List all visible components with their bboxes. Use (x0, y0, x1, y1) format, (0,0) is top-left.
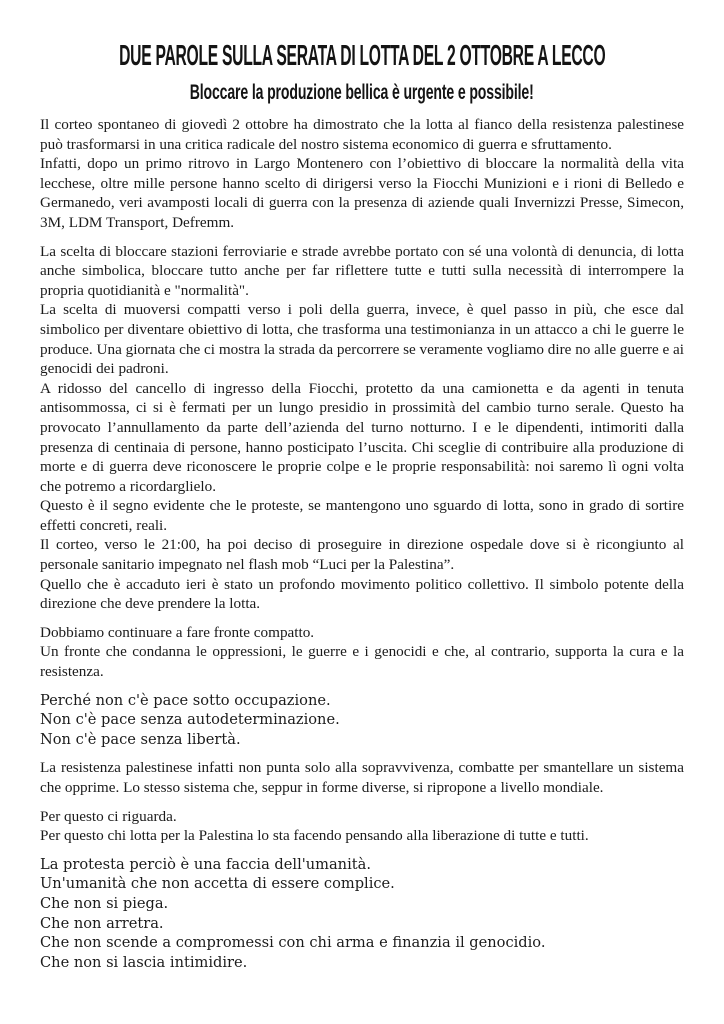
paragraph: Per questo chi lotta per la Palestina lo sta facendo pensando alla liberazione di tutte e tutti. (40, 827, 589, 845)
paragraph: Per questo ci riguarda. (40, 807, 177, 825)
page-subtitle (40, 81, 684, 105)
paragraph: Dobbiamo continuare a fare fronte compatto. (40, 623, 315, 641)
page-subtitle-text: Bloccare la produzione bellica è urgente e possibile! (190, 81, 534, 104)
paragraph-group-umanita (40, 855, 684, 973)
paragraph: Che non si piega. (40, 894, 169, 912)
paragraph: Un'umanità che non accetta di essere complice. (40, 875, 395, 893)
paragraph: Questo è il segno evidente che le proteste, se mantengono uno sguardo di lotta, sono in grado di sortire effetti concreti, reali. (40, 497, 684, 534)
paragraph: Infatti, dopo un primo ritrovo in Largo Montenero con l’obiettivo di bloccare la normalità della vita lecchese, oltre mille persone hanno scelto di dirigersi verso la Fiocchi Munizioni e i rioni di Belledo e Germanedo, veri avamposti locali di guerra con la presenza di aziende quali Invernizzi Presse, Simecon, 3M, LDM Transport, Defremm. (40, 155, 684, 231)
paragraph-group-resistenza (40, 758, 684, 797)
paragraph: Il corteo spontaneo di giovedì 2 ottobre ha dimostrato che la lotta al fianco della resistenza palestinese può trasformarsi in una critica radicale del nostro sistema economico di guerra e sfruttamento. (40, 116, 684, 153)
paragraph-group-intro (40, 115, 684, 233)
document-header (40, 40, 684, 105)
paragraph: La scelta di muoversi compatti verso i poli della guerra, invece, è quel passo in più, che esce dal simbolico per diventare obiettivo di lotta, che trasforma una testimonianza in un attacco a chi le guerre le produce. Una giornata che ci mostra la strada da percorrere se veramente vogliamo dire no alle guerre e ai genocidi dei padroni. (40, 301, 684, 378)
paragraph-group-fronte (40, 623, 684, 682)
paragraph: Quello che è accaduto ieri è stato un profondo movimento politico collettivo. Il simbolo potente della direzione che deve prendere la lotta. (40, 575, 684, 613)
paragraph: Non c'è pace senza libertà. (40, 730, 241, 748)
paragraph: A ridosso del cancello di ingresso della Fiocchi, protetto da una camionetta e da agenti in tenuta antisommossa, ci si è fermati per un lungo presidio in prossimità del cambio turno serale. Questo ha provocato l’annullamento da parte dell’azienda del turno notturno. I e le dipendenti, intimoriti dalla presenza di centinaia di persone, hanno posticipato l’uscita. Chi sceglie di contribuire alla produzione di morte e di guerra deve riconoscere le proprie colpe e le proprie responsabilità: noi saremo lì ogni volta che potremo a ricordarglielo. (40, 379, 684, 495)
paragraph-group-pace (40, 691, 684, 750)
paragraph: Un fronte che condanna le oppressioni, le guerre e i genocidi e che, al contrario, supporta la cura e la resistenza. (40, 643, 684, 681)
paragraph: La resistenza palestinese infatti non punta solo alla sopravvivenza, combatte per smantellare un sistema che opprime. Lo stesso sistema che, seppur in forme diverse, si ripropone a livello mondiale. (40, 759, 684, 796)
paragraph: Il corteo, verso le 21:00, ha poi deciso di proseguire in direzione ospedale dove si è ricongiunto al personale sanitario impegnato nel flash mob “Luci per la Palestina”. (40, 536, 684, 574)
paragraph: La protesta perciò è una faccia dell'umanità. (40, 855, 371, 873)
paragraph-group-riguarda (40, 807, 684, 846)
paragraph: Che non scende a compromessi con chi arma e finanzia il genocidio. (40, 934, 546, 952)
paragraph-group-scelta (40, 242, 684, 614)
paragraph: La scelta di bloccare stazioni ferroviarie e strade avrebbe portato con sé una volontà di denuncia, di lotta anche simbolica, bloccare tutto anche per far riflettere tutte e tutti sulla necessità di interrompere la propria quotidianità e "normalità". (40, 242, 684, 299)
paragraph: Che non si lascia intimidire. (40, 953, 248, 971)
page-title (40, 40, 684, 73)
paragraph: Che non arretra. (40, 914, 164, 932)
document-body (40, 115, 684, 972)
paragraph: Non c'è pace senza autodeterminazione. (40, 711, 340, 729)
paragraph: Perché non c'è pace sotto occupazione. (40, 691, 331, 709)
page-title-text: DUE PAROLE SULLA SERATA DI LOTTA DEL 2 OTTOBRE A LECCO (118, 40, 606, 72)
